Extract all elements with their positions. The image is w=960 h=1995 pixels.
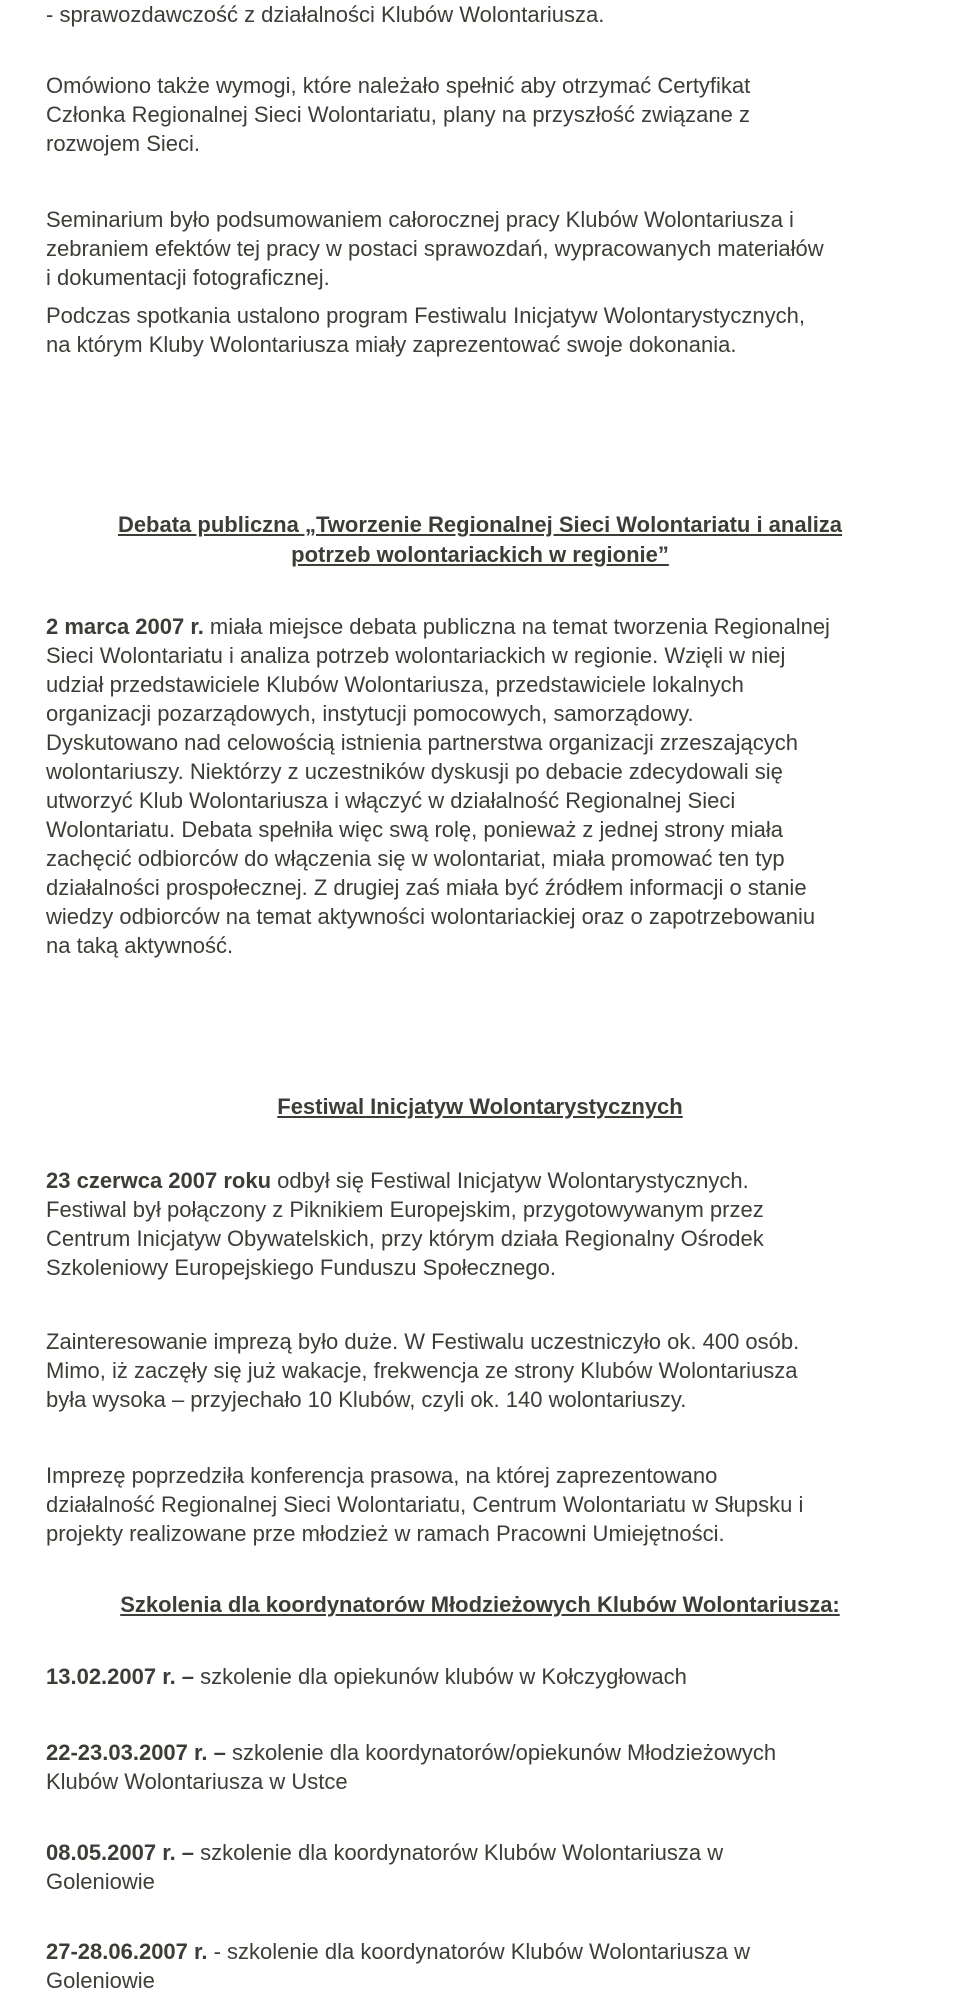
debate-heading bbox=[30, 510, 930, 570]
program-paragraph bbox=[46, 301, 926, 359]
interest-paragraph bbox=[46, 1327, 926, 1414]
text-line: udział przedstawiciele Klubów Wolontariusza, przedstawiciele lokalnych bbox=[46, 672, 744, 697]
festival-date: 23 czerwca 2007 roku bbox=[46, 1168, 272, 1193]
requirements-paragraph bbox=[46, 71, 926, 158]
text-line: Mimo, iż zaczęły się już wakacje, frekwencja ze strony Klubów Wolontariusza bbox=[46, 1358, 798, 1383]
text-line: wiedzy odbiorców na temat aktywności wolontariackiej oraz o zapotrzebowaniu bbox=[46, 904, 816, 929]
text-line: była wysoka – przyjechało 10 Klubów, czyli ok. 140 wolontariuszy. bbox=[46, 1387, 687, 1412]
text-line: Imprezę poprzedziła konferencja prasowa, na której zaprezentowano bbox=[46, 1463, 718, 1488]
text-line: rozwojem Sieci. bbox=[46, 131, 201, 156]
training-date: 08.05.2007 r. – bbox=[46, 1840, 195, 1865]
trainings-heading bbox=[30, 1590, 930, 1620]
text-line: Sieci Wolontariatu i analiza potrzeb wolontariackich w regionie. Wzięli w niej bbox=[46, 643, 786, 668]
training-item bbox=[46, 1838, 926, 1896]
text-line: organizacji pozarządowych, instytucji pomocowych, samorządowy. bbox=[46, 701, 694, 726]
text-line bbox=[46, 1838, 926, 1867]
text-line: projekty realizowane prze młodzież w ramach Pracowni Umiejętności. bbox=[46, 1521, 725, 1546]
debate-date: 2 marca 2007 r. bbox=[46, 614, 204, 639]
text-line: działalność Regionalnej Sieci Wolontariatu, Centrum Wolontariatu w Słupsku i bbox=[46, 1492, 804, 1517]
text-line bbox=[46, 1662, 926, 1691]
text-line: Szkoleniowy Europejskiego Funduszu Społecznego. bbox=[46, 1255, 556, 1280]
text-line: utworzyć Klub Wolontariusza i włączyć w działalność Regionalnej Sieci bbox=[46, 788, 736, 813]
heading-line: Festiwal Inicjatyw Wolontarystycznych bbox=[277, 1094, 683, 1119]
text-line: na którym Kluby Wolontariusza miały zaprezentować swoje dokonania. bbox=[46, 332, 737, 357]
training-date: 13.02.2007 r. – bbox=[46, 1664, 195, 1689]
text-segment: miała miejsce debata publiczna na temat tworzenia Regionalnej bbox=[203, 614, 830, 639]
heading-line: Szkolenia dla koordynatorów Młodzieżowych Klubów Wolontariusza: bbox=[120, 1592, 840, 1617]
text-segment: szkolenie dla koordynatorów/opiekunów Młodzieżowych bbox=[225, 1740, 777, 1765]
text-line: działalności prospołecznej. Z drugiej zaś miała być źródłem informacji o stanie bbox=[46, 875, 807, 900]
text-line: wolontariuszy. Niektórzy z uczestników dyskusji po debacie zdecydowali się bbox=[46, 759, 783, 784]
text-line: Podczas spotkania ustalono program Festiwalu Inicjatyw Wolontarystycznych, bbox=[46, 303, 805, 328]
text-line: Goleniowie bbox=[46, 1869, 155, 1894]
text-line: Klubów Wolontariusza w Ustce bbox=[46, 1769, 348, 1794]
text-line: Seminarium było podsumowaniem całorocznej pracy Klubów Wolontariusza i bbox=[46, 207, 794, 232]
text-line bbox=[46, 1738, 926, 1767]
text-line: na taką aktywność. bbox=[46, 933, 234, 958]
text-line: - sprawozdawczość z działalności Klubów Wolontariusza. bbox=[46, 2, 605, 27]
training-date: 22-23.03.2007 r. – bbox=[46, 1740, 226, 1765]
heading-line: Debata publiczna „Tworzenie Regionalnej Sieci Wolontariatu i analiza bbox=[117, 512, 843, 537]
text-segment: odbył się Festiwal Inicjatyw Wolontarystycznych. bbox=[271, 1168, 749, 1193]
training-item bbox=[46, 1738, 926, 1796]
intro-paragraph bbox=[46, 0, 926, 29]
text-line: zachęcić odbiorców do włączenia się w wolontariat, miała promować ten typ bbox=[46, 846, 785, 871]
text-line: Wolontariatu. Debata spełniła więc swą rolę, ponieważ z jednej strony miała bbox=[46, 817, 783, 842]
text-line: i dokumentacji fotograficznej. bbox=[46, 265, 330, 290]
text-segment: - szkolenie dla koordynatorów Klubów Wolontariusza w bbox=[207, 1939, 751, 1964]
text-line: Centrum Inicjatyw Obywatelskich, przy którym działa Regionalny Ośrodek bbox=[46, 1226, 764, 1251]
text-line: zebraniem efektów tej pracy w postaci sprawozdań, wypracowanych materiałów bbox=[46, 236, 824, 261]
seminar-paragraph bbox=[46, 205, 926, 292]
text-line: Festiwal był połączony z Piknikiem Europejskim, przygotowywanym przez bbox=[46, 1197, 764, 1222]
text-line: Członka Regionalnej Sieci Wolontariatu, plany na przyszłość związane z bbox=[46, 102, 750, 127]
heading-line: potrzeb wolontariackich w regionie” bbox=[291, 542, 669, 567]
festival-heading bbox=[30, 1092, 930, 1122]
text-line: Zainteresowanie imprezą było duże. W Festiwalu uczestniczyło ok. 400 osób. bbox=[46, 1329, 800, 1354]
text-line: Goleniowie bbox=[46, 1968, 155, 1993]
festival-paragraph bbox=[46, 1166, 926, 1282]
text-segment: szkolenie dla koordynatorów Klubów Wolontariusza w bbox=[194, 1840, 724, 1865]
text-line bbox=[46, 1937, 926, 1966]
text-line bbox=[46, 1166, 926, 1195]
training-item bbox=[46, 1662, 926, 1691]
training-item bbox=[46, 1937, 926, 1995]
text-line bbox=[46, 612, 926, 641]
debate-paragraph bbox=[46, 612, 926, 960]
text-segment: szkolenie dla opiekunów klubów w Kołczygłowach bbox=[194, 1664, 687, 1689]
text-line: Omówiono także wymogi, które należało spełnić aby otrzymać Certyfikat bbox=[46, 73, 751, 98]
training-date: 27-28.06.2007 r. bbox=[46, 1939, 208, 1964]
conference-paragraph bbox=[46, 1461, 926, 1548]
text-line: Dyskutowano nad celowością istnienia partnerstwa organizacji zrzeszających bbox=[46, 730, 799, 755]
